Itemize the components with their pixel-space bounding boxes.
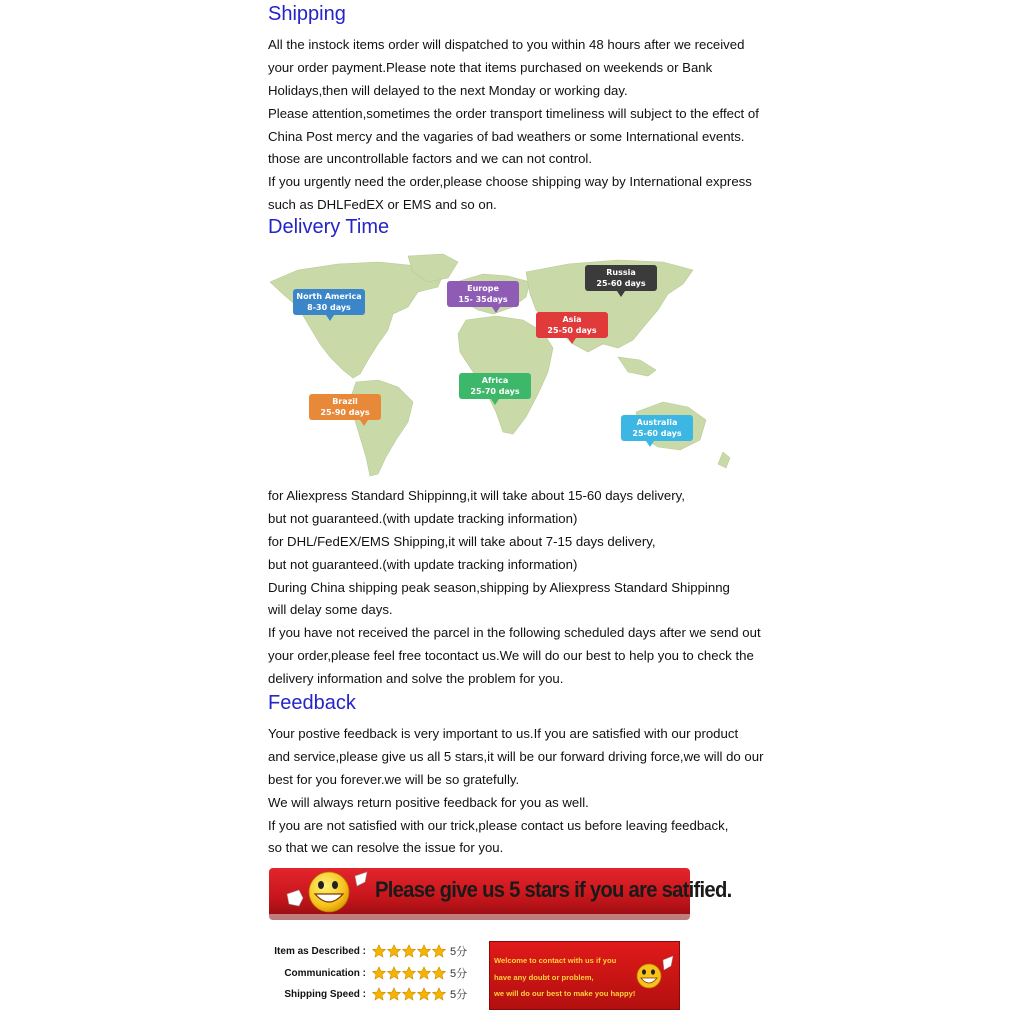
smiley-icon (309, 872, 349, 912)
text-line: Your postive feedback is very important to us.If you are satisfied with our product (268, 726, 739, 741)
star-icon (402, 987, 416, 1001)
star-icon (432, 987, 446, 1001)
star-icon (387, 987, 401, 1001)
text-line: During China shipping peak season,shipping by Aliexpress Standard Shippinng (268, 579, 730, 595)
thumbs-up-icon (663, 956, 673, 970)
rating-label: Communication : (284, 967, 366, 979)
text-line: Please attention,sometimes the order transport timeliness will subject to the effect of (268, 105, 759, 121)
star-icon (402, 966, 416, 980)
star-icon (417, 987, 431, 1001)
rating-score: 5分 (450, 968, 468, 980)
banner-text: Please give us 5 stars if you are satified. (375, 877, 732, 902)
tag-days: 25-70 days (470, 387, 520, 396)
shipping-heading: Shipping (268, 3, 346, 25)
text-line: for DHL/FedEX/EMS Shipping,it will take about 7-15 days delivery, (268, 533, 656, 549)
tag-days: 25-50 days (547, 326, 597, 335)
star-icon (417, 944, 431, 958)
star-icon (372, 944, 386, 958)
tag-days: 25-60 days (632, 429, 682, 438)
text-line: We will always return positive feedback for you as well. (268, 794, 589, 810)
text-line: your order payment.Please note that items purchased on weekends or Bank (268, 59, 713, 75)
rating-stars (372, 966, 446, 980)
tag-region: Australia (636, 418, 678, 427)
feedback-text (268, 723, 763, 860)
rating-score: 5分 (450, 989, 468, 1001)
star-icon (432, 944, 446, 958)
tag-region: Europe (467, 284, 499, 293)
tag-days: 25-60 days (596, 279, 646, 288)
text-line: If you are not satisfied with our trick,please contact us before leaving feedback, (268, 817, 729, 833)
smiley-icon (637, 964, 661, 988)
new-zealand-shape (718, 452, 730, 468)
world-map (268, 252, 744, 484)
text-line: Holidays,then will delayed to the next Monday or working day. (268, 82, 628, 98)
text-line: those are uncontrollable factors and we can not control. (268, 151, 593, 167)
contact-box (489, 941, 680, 1010)
tag-days: 15- 35days (458, 295, 508, 304)
rating-score: 5分 (450, 946, 468, 958)
rating-label: Item as Described : (274, 945, 366, 957)
star-icon (432, 966, 446, 980)
contact-line: have any doubt or problem, (494, 973, 594, 982)
text-line: so that we can resolve the issue for you. (268, 840, 504, 856)
rating-shipping-speed (266, 985, 467, 1003)
rating-communication (266, 964, 467, 982)
star-icon (372, 987, 386, 1001)
text-line: China Post mercy and the vagaries of bad weathers or some International events. (268, 128, 745, 144)
text-line: will delay some days. (268, 602, 393, 618)
text-line: for Aliexpress Standard Shippinng,it will take about 15-60 days delivery, (268, 488, 685, 503)
rating-item-described (266, 942, 467, 960)
delivery-text (268, 485, 761, 691)
star-icon (387, 944, 401, 958)
text-line: best for you forever.we will be so gratefully. (268, 771, 520, 787)
text-line: If you have not received the parcel in the following scheduled days after we send out (268, 625, 761, 641)
north-america-shape (270, 262, 443, 378)
contact-line: Welcome to contact with us if you (494, 956, 617, 965)
rating-stars (372, 987, 446, 1001)
text-line: your order,please feel free tocontact us.We will do our best to help you to check the (268, 648, 754, 664)
star-icon (387, 966, 401, 980)
text-line: and service,please give us all 5 stars,it will be our forward driving force,we will do our (268, 748, 764, 764)
islands-shape (618, 357, 656, 376)
rating-stars (372, 944, 446, 958)
star-icon (417, 966, 431, 980)
text-line: All the instock items order will dispatched to you within 48 hours after we received (268, 37, 745, 52)
tag-region: Brazil (332, 397, 358, 406)
five-stars-banner (269, 868, 732, 920)
tag-region: Russia (606, 268, 636, 277)
tag-region: Africa (481, 376, 509, 385)
star-icon (372, 966, 386, 980)
tag-days: 25-90 days (320, 408, 370, 417)
shipping-text (268, 34, 759, 217)
contact-line: we will do our best to make you happy! (494, 989, 636, 998)
text-line: but not guaranteed.(with update tracking information) (268, 510, 578, 526)
text-line: If you urgently need the order,please choose shipping way by International express (268, 174, 752, 190)
text-line: such as DHLFedEX or EMS and so on. (268, 197, 497, 213)
feedback-heading: Feedback (268, 692, 356, 714)
tag-region: Asia (562, 315, 582, 324)
star-icon (402, 944, 416, 958)
rating-label: Shipping Speed : (284, 988, 366, 1000)
tag-region: North America (296, 292, 362, 301)
text-line: but not guaranteed.(with update tracking information) (268, 556, 578, 572)
tag-days: 8-30 days (307, 303, 351, 312)
delivery-heading: Delivery Time (268, 216, 390, 238)
text-line: delivery information and solve the problem for you. (268, 671, 564, 687)
